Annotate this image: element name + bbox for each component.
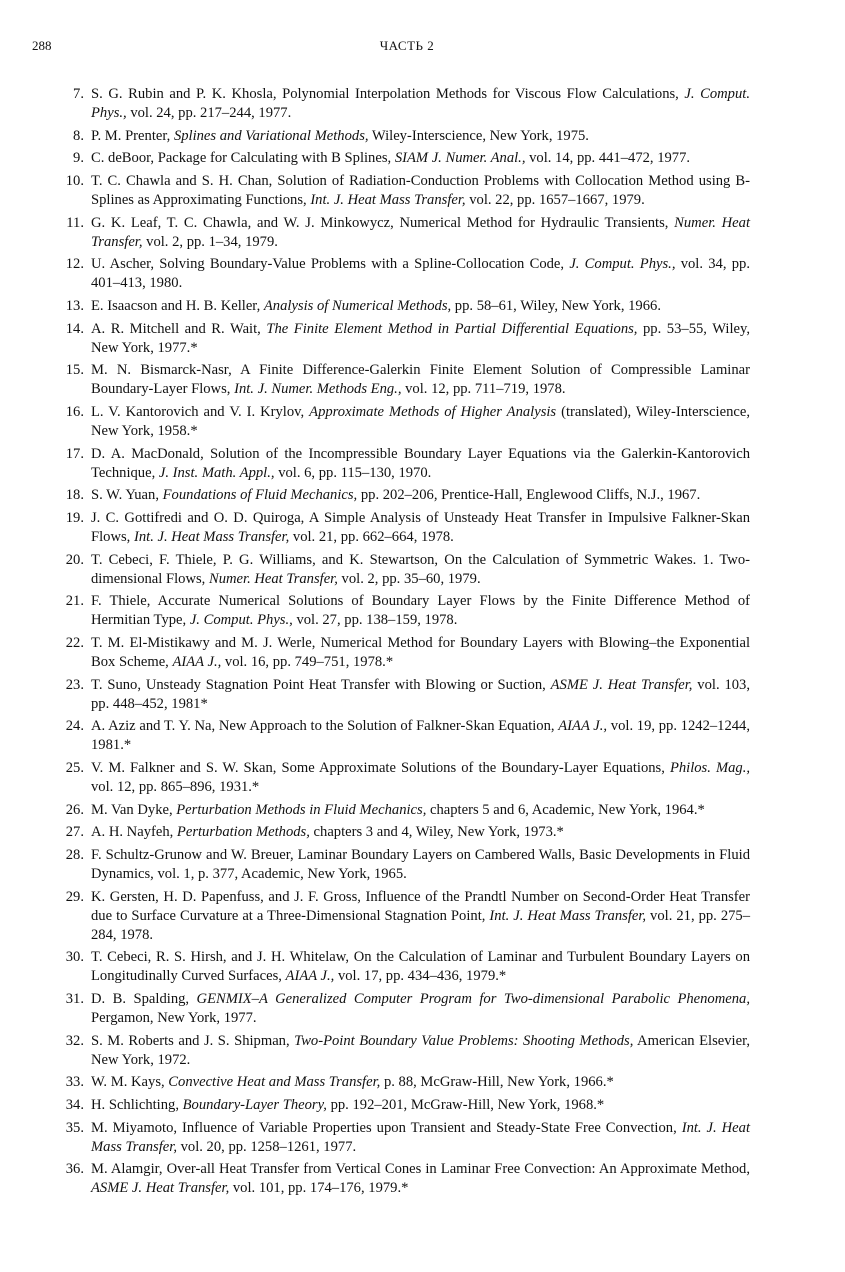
reference-number: 15. [65,362,84,379]
reference-text-segment: T. M. El-Mistikawy and M. J. Werle, Numerical Method for Boundary Layers with Blowing–the Exponential Box Scheme, [91,634,750,671]
reference-number: 23. [65,676,84,693]
reference-text [91,509,750,547]
reference-text-segment: vol. 34, pp. 401–413, 1980. [91,256,750,292]
reference-text-segment: (translated), Wiley-Interscience, New York, 1958.* [91,403,750,439]
reference-item [50,85,750,123]
reference-text-segment: H. Schlichting, [91,1097,183,1113]
reference-source-italic: ASME J. Heat Transfer, [91,1180,230,1197]
reference-text-segment: T. Cebeci, R. S. Hirsh, and J. H. Whitelaw, On the Calculation of Laminar and Turbulent Boundary Layers on Longitudinally Curved Surfaces, [91,949,750,985]
reference-source-italic: Convective Heat and Mass Transfer, [168,1074,381,1091]
reference-item [50,823,750,842]
reference-item [50,592,750,630]
reference-number: 34. [65,1097,84,1113]
reference-text-segment: T. Suno, Unsteady Stagnation Point Heat Transfer with Blowing or Suction, [91,676,551,693]
reference-number: 33. [65,1074,84,1091]
reference-text-segment: p. 88, McGraw-Hill, New York, 1966.* [380,1074,614,1091]
reference-text-segment: L. V. Kantorovich and V. I. Krylov, [91,403,310,420]
reference-text-segment: American Elsevier, New York, 1972. [91,1032,750,1068]
reference-source-italic: AIAA J., [558,718,608,735]
reference-text-segment: U. Ascher, Solving Boundary-Value Problems with a Spline-Collocation Code, [91,256,570,273]
reference-source-italic: Boundary-Layer Theory, [182,1097,327,1113]
reference-item [50,990,750,1028]
reference-text [91,551,750,589]
reference-number: 13. [65,297,84,314]
reference-text-segment: vol. 21, pp. 662–664, 1978. [289,528,454,545]
reference-number: 36. [65,1161,84,1178]
reference-text [91,634,750,672]
reference-source-italic: AIAA J., [172,654,222,671]
reference-item [50,509,750,547]
reference-item [50,486,750,505]
reference-text [91,948,750,986]
reference-source-italic: J. Inst. Math. Appl., [158,464,275,481]
reference-number: 28. [65,846,84,863]
reference-number: 27. [65,824,84,841]
reference-text-segment: F. Thiele, Accurate Numerical Solutions of Boundary Layer Flows by the Finite Difference Method of Hermitian Type, [91,593,750,629]
reference-item [50,676,750,714]
reference-text [91,127,750,146]
reference-number: 20. [65,551,84,568]
reference-text-segment: T. C. Chawla and S. H. Chan, Solution of Radiation-Conduction Problems with Collocation Method using B-Splines as Approximating Functions, [91,172,750,208]
reference-text [91,149,750,168]
reference-number: 12. [65,256,84,273]
reference-text-segment: J. C. Gottifredi and O. D. Quiroga, A Simple Analysis of Unsteady Heat Transfer in Impulsive Falkner-Skan Flows, [91,509,750,545]
reference-text [91,445,750,483]
reference-source-italic: Int. J. Heat Mass Transfer, [91,1119,750,1155]
reference-text-segment: S. W. Yuan, [91,487,163,504]
reference-item [50,1032,750,1070]
reference-source-italic: Approximate Methods of Higher Analysis [309,403,557,420]
reference-text-segment: Pergamon, New York, 1977. [91,1010,257,1027]
reference-number: 24. [65,718,84,735]
reference-text-segment: vol. 12, pp. 865–896, 1931.* [91,779,260,796]
reference-source-italic: Philos. Mag., [669,760,750,776]
reference-text-segment: A. Aziz and T. Y. Na, New Approach to the Solution of Falkner-Skan Equation, [91,718,559,735]
reference-item [50,255,750,293]
reference-text [91,297,750,316]
reference-number: 21. [65,593,84,610]
reference-item [50,634,750,672]
reference-text [91,214,750,252]
reference-source-italic: Numer. Heat Transfer, [208,570,338,587]
reference-source-italic: Int. J. Heat Mass Transfer, [310,191,466,208]
reference-text-segment: G. K. Leaf, T. C. Chawla, and W. J. Minkowycz, Numerical Method for Hydraulic Transients, [91,214,675,231]
reference-text [91,888,750,945]
reference-source-italic: J. Comput. Phys., [91,86,750,122]
reference-text-segment: S. M. Roberts and J. S. Shipman, [91,1032,295,1049]
reference-item [50,551,750,589]
reference-text-segment: vol. 103, pp. 448–452, 1981* [91,676,750,712]
reference-text-segment: vol. 2, pp. 1–34, 1979. [142,233,278,250]
reference-text-segment: P. M. Prenter, [91,127,174,144]
reference-source-italic: Foundations of Fluid Mechanics, [162,487,358,504]
reference-list [50,85,750,1202]
reference-text [91,846,750,884]
reference-text [91,361,750,399]
reference-number: 26. [65,801,84,818]
reference-text-segment: pp. 192–201, McGraw-Hill, New York, 1968.* [326,1097,605,1113]
reference-source-italic: Perturbation Methods, [176,824,310,841]
reference-source-italic: Two-Point Boundary Value Problems: Shooting Methods, [294,1032,634,1049]
reference-text [91,759,750,797]
reference-item [50,759,750,797]
reference-text [91,676,750,714]
reference-number: 16. [65,403,84,420]
reference-item [50,1119,750,1157]
reference-item [50,1096,750,1115]
reference-text-segment: pp. 202–206, Prentice-Hall, Englewood Cliffs, N.J., 1967. [357,487,701,504]
reference-text-segment: F. Schultz-Grunow and W. Breuer, Laminar Boundary Layers on Cambered Walls, Basic Developments in Fluid Dynamics, vol. 1, p. 377, Academic, New York, 1965. [91,846,750,882]
reference-text [91,1096,750,1115]
reference-item [50,445,750,483]
reference-number: 11. [66,214,84,231]
reference-text-segment: vol. 6, pp. 115–130, 1970. [274,464,432,481]
reference-source-italic: SIAM J. Numer. Anal., [394,150,526,167]
reference-text-segment: vol. 2, pp. 35–60, 1979. [337,570,481,587]
reference-text-segment: A. H. Nayfeh, [91,824,177,841]
reference-text-segment: vol. 16, pp. 749–751, 1978.* [221,654,394,671]
reference-item [50,948,750,986]
reference-text-segment: pp. 53–55, Wiley, New York, 1977.* [91,320,750,356]
reference-text [91,592,750,630]
reference-source-italic: Int. J. Heat Mass Transfer, [133,528,290,545]
reference-text-segment: V. M. Falkner and S. W. Skan, Some Approximate Solutions of the Boundary-Layer Equations, [91,760,670,776]
reference-number: 8. [73,127,84,144]
reference-source-italic: Int. J. Heat Mass Transfer, [489,907,647,924]
reference-text [91,801,750,820]
reference-text-segment: pp. 58–61, Wiley, New York, 1966. [451,297,661,314]
reference-item [50,320,750,358]
reference-item [50,801,750,820]
reference-text-segment: E. Isaacson and H. B. Keller, [91,297,264,314]
reference-text-segment: vol. 17, pp. 434–436, 1979.* [334,968,507,985]
reference-item [50,717,750,755]
reference-text-segment: vol. 27, pp. 138–159, 1978. [292,612,458,629]
reference-number: 18. [65,487,84,504]
reference-text-segment: vol. 24, pp. 217–244, 1977. [126,105,292,122]
reference-source-italic: J. Comput. Phys., [189,612,293,629]
reference-text [91,990,750,1028]
reference-item [50,846,750,884]
reference-source-italic: Int. J. Numer. Methods Eng., [234,381,402,398]
reference-number: 10. [65,172,84,189]
reference-number: 22. [65,634,84,651]
reference-text-segment: vol. 14, pp. 441–472, 1977. [525,150,691,167]
reference-item [50,1073,750,1092]
reference-text [91,486,750,505]
reference-source-italic: Numer. Heat Transfer, [91,214,750,250]
reference-number: 30. [65,949,84,966]
reference-number: 35. [65,1119,84,1136]
reference-text [91,1160,750,1198]
reference-source-italic: AIAA J., [285,968,335,985]
reference-text-segment: vol. 12, pp. 711–719, 1978. [401,381,566,398]
reference-text-segment: vol. 21, pp. 275–284, 1978. [91,907,751,943]
reference-text [91,403,750,441]
reference-source-italic: GENMIX–A Generalized Computer Program for Two-dimensional Parabolic Phenomena, [196,991,750,1008]
reference-item [50,214,750,252]
reference-item [50,888,750,945]
reference-text-segment: S. G. Rubin and P. K. Khosla, Polynomial Interpolation Methods for Viscous Flow Calculations, [91,86,685,102]
reference-text-segment: vol. 20, pp. 1258–1261, 1977. [176,1138,357,1155]
reference-text [91,320,750,358]
reference-source-italic: Splines and Variational Methods, [173,127,369,144]
reference-source-italic: Analysis of Numerical Methods, [263,297,452,314]
reference-text [91,1032,750,1070]
reference-number: 7. [73,86,84,102]
reference-text-segment: M. Alamgir, Over-all Heat Transfer from Vertical Cones in Laminar Free Convection: An Approximate Method, [91,1161,750,1178]
reference-text [91,1073,750,1092]
reference-text-segment: T. Cebeci, F. Thiele, P. G. Williams, and K. Stewartson, On the Calculation of Symmetric Wakes. 1. Two-dimensional Flows, [91,551,750,587]
reference-text-segment: vol. 101, pp. 174–176, 1979.* [229,1180,409,1197]
reference-text [91,255,750,293]
reference-number: 31. [65,991,84,1008]
reference-source-italic: J. Comput. Phys., [569,256,676,273]
reference-text-segment: D. A. MacDonald, Solution of the Incompressible Boundary Layer Equations via the Galerkin-Kantorovich Technique, [91,445,750,481]
reference-text [91,172,750,210]
reference-item [50,172,750,210]
reference-item [50,297,750,316]
reference-text [91,85,750,123]
reference-number: 25. [65,760,84,776]
reference-source-italic: Perturbation Methods in Fluid Mechanics, [176,801,427,818]
reference-text-segment: vol. 19, pp. 1242–1244, 1981.* [91,718,751,754]
reference-text-segment: M. Van Dyke, [91,801,177,818]
reference-text [91,717,750,755]
reference-text-segment: vol. 22, pp. 1657–1667, 1979. [465,191,645,208]
reference-text-segment: chapters 5 and 6, Academic, New York, 1964.* [426,801,705,818]
reference-item [50,403,750,441]
reference-item [50,1160,750,1198]
reference-item [50,149,750,168]
reference-text-segment: A. R. Mitchell and R. Wait, [91,320,267,337]
reference-number: 17. [65,445,84,462]
reference-number: 29. [65,888,84,905]
reference-text-segment: D. B. Spalding, [91,991,197,1008]
reference-text-segment: chapters 3 and 4, Wiley, New York, 1973.* [309,824,564,841]
reference-item [50,361,750,399]
page-number: 288 [32,38,52,53]
reference-source-italic: ASME J. Heat Transfer, [550,676,693,693]
reference-text [91,1119,750,1157]
reference-text [91,823,750,842]
reference-item [50,127,750,146]
reference-source-italic: The Finite Element Method in Partial Differential Equations, [266,320,638,337]
reference-text-segment: K. Gersten, H. D. Papenfuss, and J. F. Gross, Influence of the Prandtl Number on Second-Order Heat Transfer due to Surface Curvature at a Three-Dimensional Stagnation Point, [91,888,750,924]
reference-number: 9. [73,150,84,167]
reference-number: 14. [65,320,84,337]
reference-number: 19. [65,509,84,526]
reference-text-segment: M. N. Bismarck-Nasr, A Finite Difference-Galerkin Finite Element Solution of Compressible Laminar Boundary-Layer Flows, [91,362,750,398]
reference-text-segment: Wiley-Interscience, New York, 1975. [368,127,589,144]
reference-text-segment: W. M. Kays, [91,1074,169,1091]
page-header [32,38,782,58]
running-title: ЧАСТЬ 2 [379,38,435,53]
reference-text-segment: C. deBoor, Package for Calculating with B Splines, [91,150,395,167]
reference-text-segment: M. Miyamoto, Influence of Variable Properties upon Transient and Steady-State Free Convection, [91,1119,682,1136]
reference-number: 32. [65,1032,84,1049]
